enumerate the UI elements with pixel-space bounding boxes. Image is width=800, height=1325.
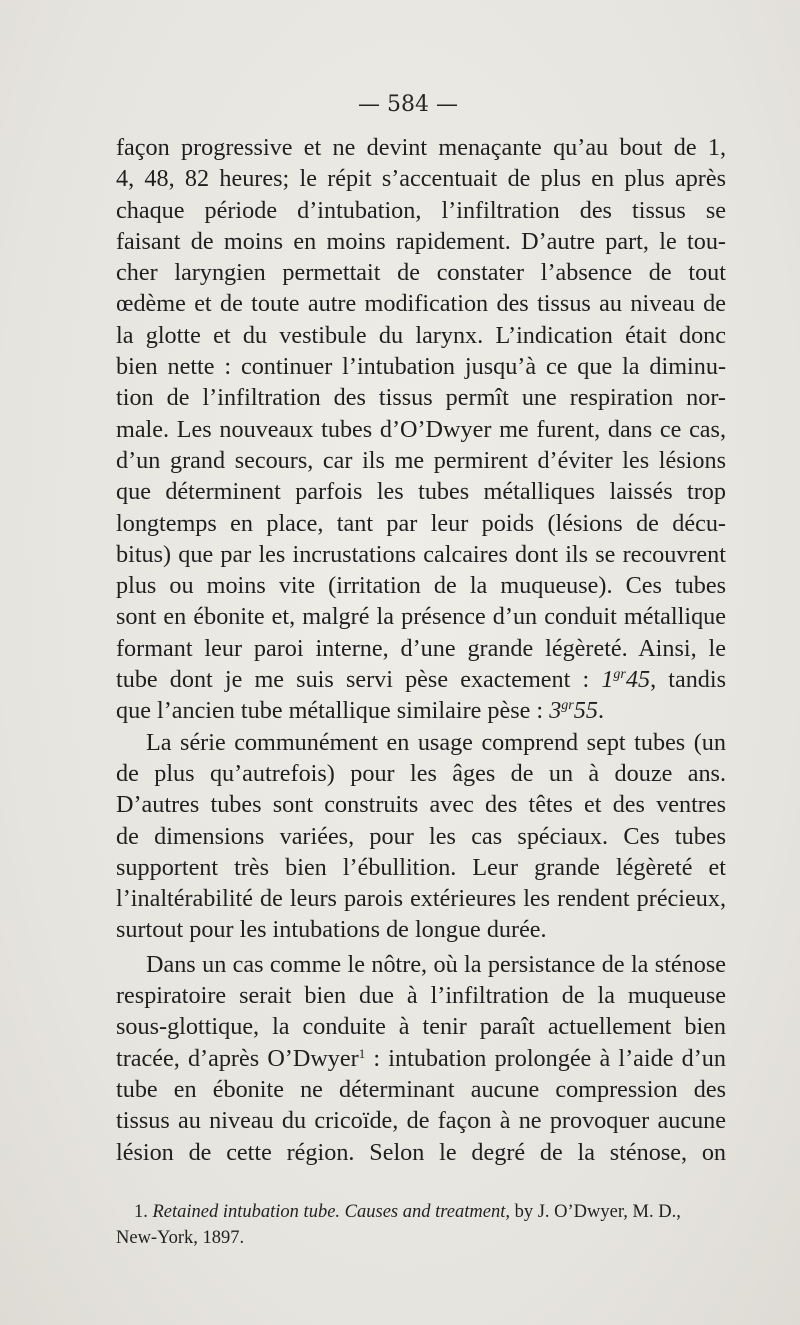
- text-line: plus ou moins vite (irritation de la muqueuse). Ces tubes: [116, 572, 726, 600]
- ref-suffix: : intubation prolongée à l’aide d’un: [365, 1044, 726, 1072]
- text-line: l’inaltérabilité de leurs parois extérieures les rendent précieux,: [116, 885, 726, 913]
- text-line: La série communément en usage comprend sept tubes (un: [146, 728, 726, 756]
- text-line: bitus) que par les incrustations calcaires dont ils se recouvrent: [116, 540, 726, 568]
- text-line: longtemps en place, tant par leur poids (lésions de décu-: [116, 509, 726, 537]
- footnote-title: Retained intubation tube. Causes and treatment,: [152, 1202, 510, 1222]
- weight-suffix: , tandis: [650, 666, 727, 694]
- footnote-ref-line: [116, 1043, 726, 1074]
- paragraph-3: [116, 949, 726, 1168]
- ref-prefix: tracée, d’après O’Dwyer: [116, 1044, 359, 1072]
- text-line: lésion de cette région. Selon le degré de la sténose, on: [116, 1138, 726, 1166]
- footnote: [116, 1199, 726, 1251]
- text-line: chaque période d’intubation, l’infiltration des tissus se: [116, 196, 726, 224]
- text-line: 4, 48, 82 heures; le répit s’accentuait de plus en plus après: [116, 165, 726, 193]
- weight2-prefix: que l’ancien tube métallique similaire pèse :: [116, 697, 544, 725]
- text-line: de dimensions variées, pour les cas spéciaux. Ces tubes: [116, 822, 726, 850]
- weight-int: 1: [601, 666, 614, 694]
- weight2-int: 3: [549, 697, 562, 725]
- text-line: D’autres tubes sont construits avec des têtes et des ventres: [116, 791, 726, 819]
- weight2-suffix: .: [597, 697, 604, 725]
- weight-value: [601, 666, 650, 693]
- body-text: [116, 132, 726, 1168]
- text-line: sous-glottique, la conduite à tenir paraît actuellement bien: [116, 1013, 726, 1041]
- text-line: tube en ébonite ne déterminant aucune compression des: [116, 1075, 726, 1103]
- text-line: male. Les nouveaux tubes d’O’Dwyer me furent, dans ce cas,: [116, 415, 726, 443]
- footnote-line-2: New-York, 1897.: [116, 1228, 245, 1248]
- text-line: tion de l’infiltration des tissus permît une respiration nor-: [116, 384, 726, 412]
- text-line: la glotte et du vestibule du larynx. L’indication était donc: [116, 321, 726, 349]
- text-line: œdème et de toute autre modification des tissus au niveau de: [116, 290, 726, 318]
- text-line: supportent très bien l’ébullition. Leur grande légèreté et: [116, 853, 726, 881]
- text-line: Dans un cas comme le nôtre, où la persistance de la sténose: [146, 950, 726, 978]
- weight-prefix: tube dont je me suis servi pèse exactement :: [116, 666, 590, 694]
- weight-dec: 45: [625, 666, 651, 694]
- text-line: respiratoire serait bien due à l’infiltration de la muqueuse: [116, 982, 726, 1010]
- text-line: surtout pour les intubations de longue durée.: [116, 916, 547, 944]
- weight-unit: gr: [613, 667, 626, 683]
- text-line: que déterminent parfois les tubes métalliques laissés trop: [116, 478, 726, 506]
- paragraph-2: [116, 727, 726, 946]
- footnote-line-1: [116, 1199, 726, 1225]
- weight2-unit: gr: [561, 698, 574, 714]
- footnote-author: by J. O’Dwyer, M. D.,: [509, 1202, 681, 1222]
- text-line: tissus au niveau du cricoïde, de façon à ne provoquer aucune: [116, 1107, 726, 1135]
- text-line: cher laryngien permettait de constater l’absence de tout: [116, 259, 726, 287]
- text-line: faisant de moins en moins rapidement. D’autre part, le tou-: [116, 227, 726, 255]
- weight2-value: [549, 697, 598, 724]
- page-number-header: — 584 —: [358, 92, 458, 117]
- paragraph-1: [116, 132, 726, 727]
- text-line: sont en ébonite et, malgré la présence d’un conduit métallique: [116, 603, 726, 631]
- text-line: façon progressive et ne devint menaçante qu’au bout de 1,: [116, 134, 726, 161]
- text-line: bien nette : continuer l’intubation jusqu’à ce que la diminu-: [116, 353, 726, 381]
- text-line: formant leur paroi interne, d’une grande légèreté. Ainsi, le: [116, 634, 726, 662]
- footnote-reference: 1: [358, 1045, 366, 1061]
- text-line: de plus qu’autrefois) pour les âges de un à douze ans.: [116, 759, 726, 787]
- text-line: d’un grand secours, car ils me permirent d’éviter les lésions: [116, 446, 726, 474]
- weight2-dec: 55: [573, 697, 598, 725]
- weight-line: [116, 664, 726, 695]
- weight-line-2: [116, 695, 726, 726]
- footnote-number: 1.: [134, 1202, 148, 1222]
